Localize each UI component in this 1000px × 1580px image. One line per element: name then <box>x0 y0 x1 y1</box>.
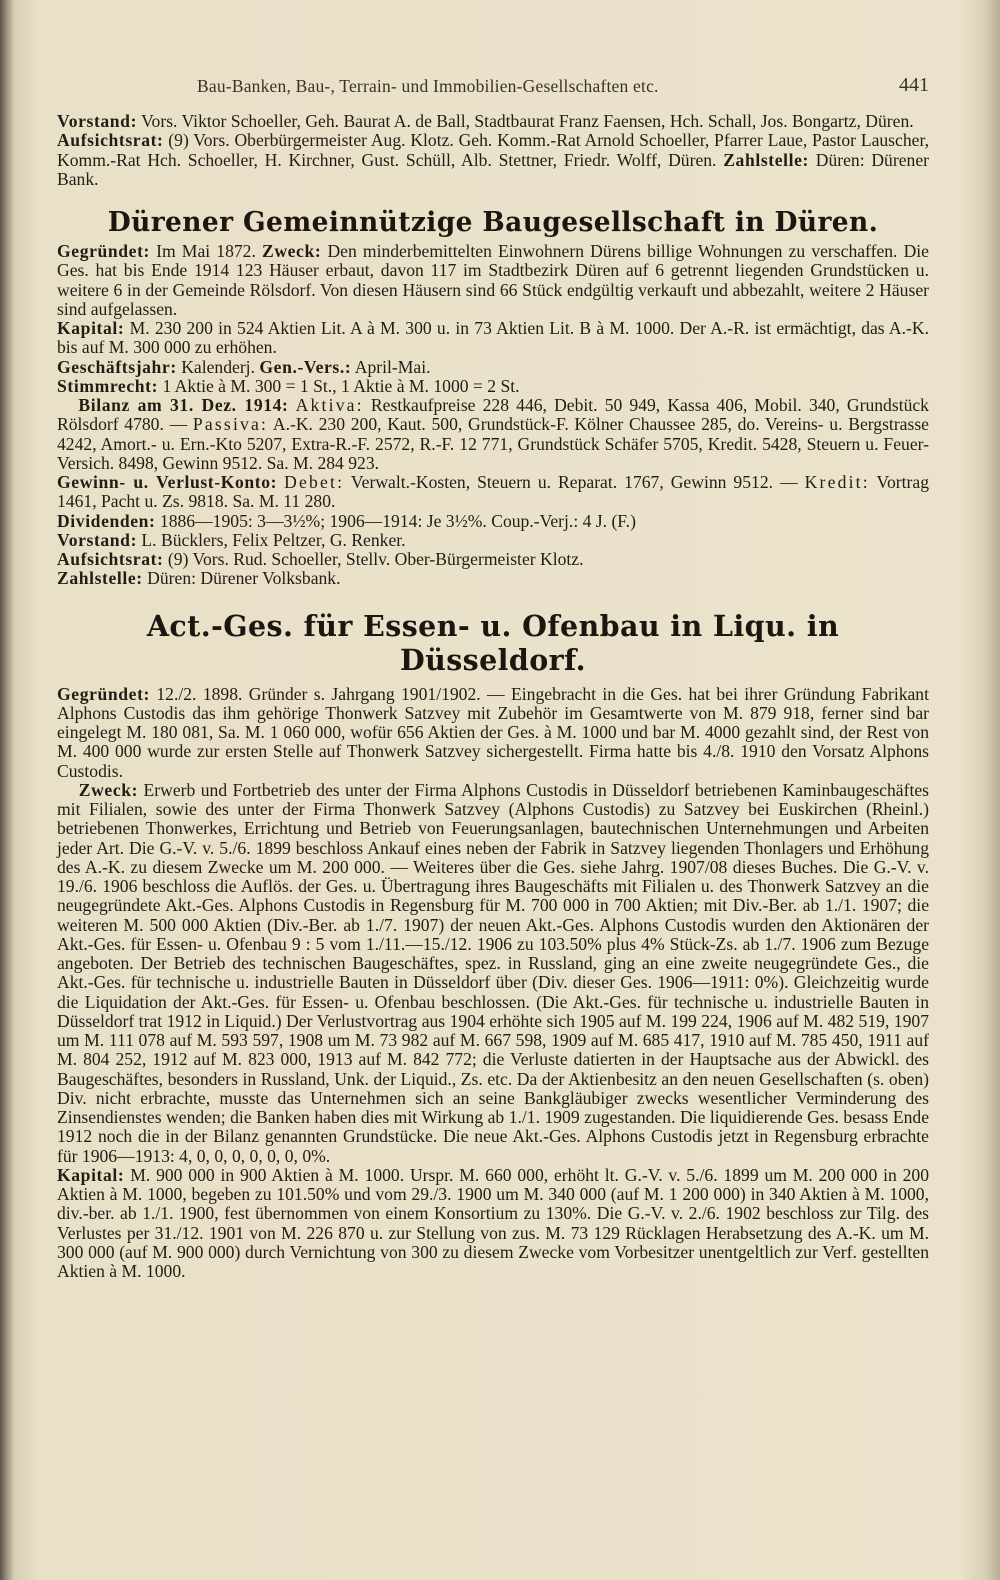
dueren-aktiva-text: Restkaufpreise 228 446, Debit. 50 949, Kassa 406, Mobil. 340, Grundstück Rölsdorf 4780. — <box>57 395 929 435</box>
essen-gegruendet-label: Gegründet: <box>57 683 150 704</box>
essen-kapital <box>57 1166 929 1282</box>
dueren-aufsichtsrat-label: Aufsichtsrat: <box>57 549 164 569</box>
dueren-kapital-label: Kapital: <box>57 318 125 338</box>
dueren-kapital <box>57 319 929 358</box>
prev-vorstand-label: Vorstand: <box>57 111 138 131</box>
essen-kapital-label: Kapital: <box>57 1164 125 1185</box>
dueren-stimmrecht-label: Stimmrecht: <box>57 375 159 396</box>
dueren-aktiva-label: Aktiva: <box>295 395 364 415</box>
essen-gegruendet <box>57 685 929 781</box>
page-number: 441 <box>899 74 929 96</box>
dueren-gegruendet-text: Im Mai 1872. <box>149 241 262 261</box>
dueren-genvers-label: Gen.-Vers.: <box>259 356 352 377</box>
dueren-bilanz <box>57 396 929 473</box>
entry-dueren <box>57 242 929 589</box>
company-title-essen-ofenbau: Act.-Ges. für Essen- u. Ofenbau in Liqu. in Düsseldorf. <box>146 608 840 677</box>
dueren-geschaeftsjahr-text: Kalenderj. <box>176 356 260 377</box>
dueren-genvers-text: April-Mai. <box>351 356 431 377</box>
dueren-stimmrecht <box>57 377 929 396</box>
dueren-passiva-label: Passiva: <box>192 414 269 435</box>
running-header <box>57 64 929 102</box>
dueren-zweck-text: Den minderbemittelten Einwohnern Dürens billige Wohnungen zu verschaffen. Die Ges. hat bis Ende 1914 123 Häuser erbaut, davon 117 im Stadtbezirk Düren auf 6 getrennt liegenden Grundstücken u. weitere 6 in der Gemeinde Rölsdorf. Von diesen Häusern sind 66 Stück endgültig verkauft und abbezahlt, weitere 2 Häuser sind aufgelassen. <box>57 241 929 319</box>
dueren-bilanz-label: Bilanz am 31. Dez. 1914: <box>78 395 289 415</box>
dueren-zweck-label: Zweck: <box>262 241 322 261</box>
company-title-dueren: Dürener Gemeinnützige Baugesellschaft in Düren. <box>107 207 879 238</box>
entry-essen-ofenbau <box>57 685 929 1282</box>
essen-gegruendet-text: 12./2. 1898. Gründer s. Jahrgang 1901/1902. — Eingebracht in die Ges. hat bei ihrer Gründung Fabrikant Alphons Custodis das ihm gehörige Thonwerk Satzvey mit Zubehör im Gesamtwerte von M. 879 918, ferner sind bar eingelegt M. 180 081, Sa. M. 1 060 000, wofür 656 Aktien der Ges. à M. 1000 und bar M. 4000 gezahlt sind, der Rest von M. 400 000 wurde zur ersten Stelle auf Thonwerk Satzvey sichergestellt. Firma hatte bis 4./8. 1910 den Vorsatz Alphons Custodis. <box>57 683 929 781</box>
prev-aufsichtsrat <box>57 131 929 189</box>
prev-vorstand <box>57 112 929 131</box>
essen-zweck-label: Zweck: <box>78 779 139 800</box>
dueren-gegruendet-label: Gegründet: <box>57 241 150 261</box>
running-title: Bau-Banken, Bau-, Terrain- und Immobilien-Gesellschaften etc. <box>197 76 659 96</box>
dueren-guv <box>57 473 929 512</box>
dueren-kredit-text: Vortrag 1461, Pacht u. Zs. 9818. Sa. M. 11 280. <box>57 472 929 512</box>
dueren-kredit-label: Kredit: <box>804 472 870 492</box>
dueren-geschaeftsjahr <box>57 358 929 377</box>
dueren-geschaeftsjahr-label: Geschäftsjahr: <box>57 356 177 377</box>
dueren-zahlstelle-label: Zahlstelle: <box>57 568 143 589</box>
previous-entry-tail <box>57 112 929 189</box>
dueren-vorstand-text: L. Bücklers, Felix Peltzer, G. Renker. <box>137 529 406 550</box>
prev-zahlstelle-text: Düren: Dürener Bank. <box>57 149 929 189</box>
dueren-stimmrecht-text: 1 Aktie à M. 300 = 1 St., 1 Aktie à M. 1000 = 2 St. <box>158 375 520 396</box>
prev-vorstand-text: Vors. Viktor Schoeller, Geh. Baurat A. de Ball, Stadtbaurat Franz Faensen, Hch. Schall, Jos. Bongartz, Düren. <box>137 111 914 131</box>
dueren-kapital-text: M. 230 200 in 524 Aktien Lit. A à M. 300 u. in 73 Aktien Lit. B à M. 1000. Der A.-R. ist ermächtigt, das A.-K. bis auf M. 300 000 zu erhöhen. <box>57 318 929 358</box>
prev-aufsichtsrat-text: (9) Vors. Oberbürgermeister Aug. Klotz. Geh. Komm.-Rat Arnold Schoeller, Pfarrer Laue, Pastor Lauscher, Komm.-Rat Hch. Schoeller, H. Kirchner, Gust. Schüll, Alb. Stettner, Friedr. Wolff, Düren. <box>57 130 929 170</box>
dueren-debet-text: Verwalt.-Kosten, Steuern u. Reparat. 1767, Gewinn 9512. — <box>344 472 805 492</box>
dueren-aufsichtsrat <box>57 550 929 569</box>
dueren-vorstand-label: Vorstand: <box>57 529 138 550</box>
text-column <box>57 64 929 1281</box>
dueren-vorstand <box>57 531 929 550</box>
dueren-gegruendet-zweck <box>57 242 929 319</box>
essen-kapital-text: M. 900 000 in 900 Aktien à M. 1000. Urspr. M. 660 000, erhöht lt. G.-V. v. 5./6. 1899 um M. 200 000 in 200 Aktien à M. 1000, begeben zu 101.50% und vom 29./3. 1900 um M. 340 000 (auf M. 1 200 000) in 340 Aktien à M. 1000, div.-ber. ab 1./1. 1900, fest übernommen von einem Konsortium zu 130%. Die G.-V. v. 2./6. 1902 beschloss zur Tilg. des Verlustes per 31./12. 1901 von M. 226 870 u. zur Stellung von zus. M. 73 129 Rücklagen Herabsetzung des A.-K. um M. 300 000 (auf M. 900 000) durch Vernichtung von 300 zu diesem Zwecke vom Vorbesitzer unentgeltlich zur Verf. gestellten Aktien à M. 1000. <box>57 1164 929 1281</box>
dueren-guv-label: Gewinn- u. Verlust-Konto: <box>57 472 278 492</box>
dueren-dividenden <box>57 512 929 531</box>
prev-aufsichtsrat-label: Aufsichtsrat: <box>57 130 164 151</box>
dueren-zahlstelle-text: Düren: Dürener Volksbank. <box>142 568 341 589</box>
dueren-dividenden-label: Dividenden: <box>57 510 156 531</box>
dueren-debet-label: Debet: <box>284 472 345 492</box>
dueren-passiva-text: A.-K. 230 200, Kaut. 500, Grundstück-F. Kölner Chaussee 285, do. Vereins- u. Bergstrasse 4242, Amort.- u. Ern.-Kto 5207, Extra-R.-F. 2572, R.-F. 12 771, Grundstück Schäfer 5705, Kredit. 5428, Steuern u. Feuer-Versich. 8498, Gewinn 9512. Sa. M. 284 923. <box>57 414 929 473</box>
essen-zweck <box>57 781 929 1166</box>
dueren-zahlstelle <box>57 569 929 588</box>
dueren-dividenden-text: 1886—1905: 3—3½%; 1906—1914: Je 3½%. Coup.-Verj.: 4 J. (F.) <box>155 510 636 531</box>
dueren-aufsichtsrat-text: (9) Vors. Rud. Schoeller, Stellv. Ober-Bürgermeister Klotz. <box>163 549 584 569</box>
prev-zahlstelle-label: Zahlstelle: <box>723 149 809 170</box>
essen-zweck-text: Erwerb und Fortbetrieb des unter der Firma Alphons Custodis in Düsseldorf betriebenen Kaminbaugeschäftes mit Filialen, sowie des unter der Firma Thonwerk Satzvey (Alphons Custodis) zu Satzvey bei Euskirchen (Rheinl.) betriebenen Thonwerkes, Errichtung und Betrieb von Feuerungsanlagen, bautechnischen Unternehmungen und Arbeiten jeder Art. Die G.-V. v. 5./6. 1899 beschloss Ankauf eines neben der Fabrik in Satzvey liegenden Thonlagers und Erhöhung des A.-K. zu diesem Zwecke um M. 200 000. — Weiteres über die Ges. siehe Jahrg. 1907/08 dieses Buches. Die G.-V. v. 19./6. 1906 beschloss die Auflös. der Ges. u. Übertragung ihres Baugeschäfts mit Filialen u. des Thonwerk Satzvey an die neugegründete Akt.-Ges. Alphons Custodis in Regensburg für M. 700 000 in 700 Aktien; mit Div.-Ber. ab 1./1. 1907; die weiteren M. 500 000 Aktien (Div.-Ber. ab 1./7. 1907) der neuen Akt.-Ges. Alphons Custodis wurden den Aktionären der Akt.-Ges. für Essen- u. Ofenbau 9 : 5 vom 1./11.—15./12. 1906 zu 103.50% plus 4% Stück-Zs. ab 1./7. 1906 zum Bezuge angeboten. Der Betrieb des technischen Baugeschäftes, spez. in Russland, ging an eine zweite neugegründete Ges., die Akt.-Ges. für technische u. industrielle Bauten in Düsseldorf über (Div. dieser Ges. 1906—1911: 0%). Gleichzeitig wurde die Liquidation der Akt.-Ges. für Essen- u. Ofenbau beschlossen. (Die Akt.-Ges. für technische u. industrielle Bauten in Düsseldorf trat 1912 in Liquid.) Der Verlustvortrag aus 1904 erhöhte sich 1905 auf M. 199 224, 1906 auf M. 482 519, 1907 um M. 111 078 auf M. 593 597, 1908 um M. 73 982 auf M. 667 598, 1909 auf M. 685 417, 1910 auf M. 785 450, 1911 auf M. 804 252, 1912 auf M. 823 000, 1913 auf M. 842 772; die Verluste datierten in der Hauptsache aus der Abwickl. des Baugeschäftes, besonders in Russland, Unk. der Liquid., Zs. etc. Da der Aktienbesitz an den neuen Gesellschaften (s. oben) Div. nicht erbrachte, musste das Unternehmen sich an seine Bankgläubiger zwecks wesentlicher Verminderung des Zinsendienstes wenden; die Banken haben dies mit Wirkung ab 1./1. 1909 zugestanden. Die liquidierende Ges. besass Ende 1912 noch die in der Bilanz genannten Grundstücke. Die neue Akt.-Ges. Alphons Custodis jetzt in Regensburg erbrachte für 1906—1913: 4, 0, 0, 0, 0, 0, 0, 0%. <box>57 779 929 1166</box>
